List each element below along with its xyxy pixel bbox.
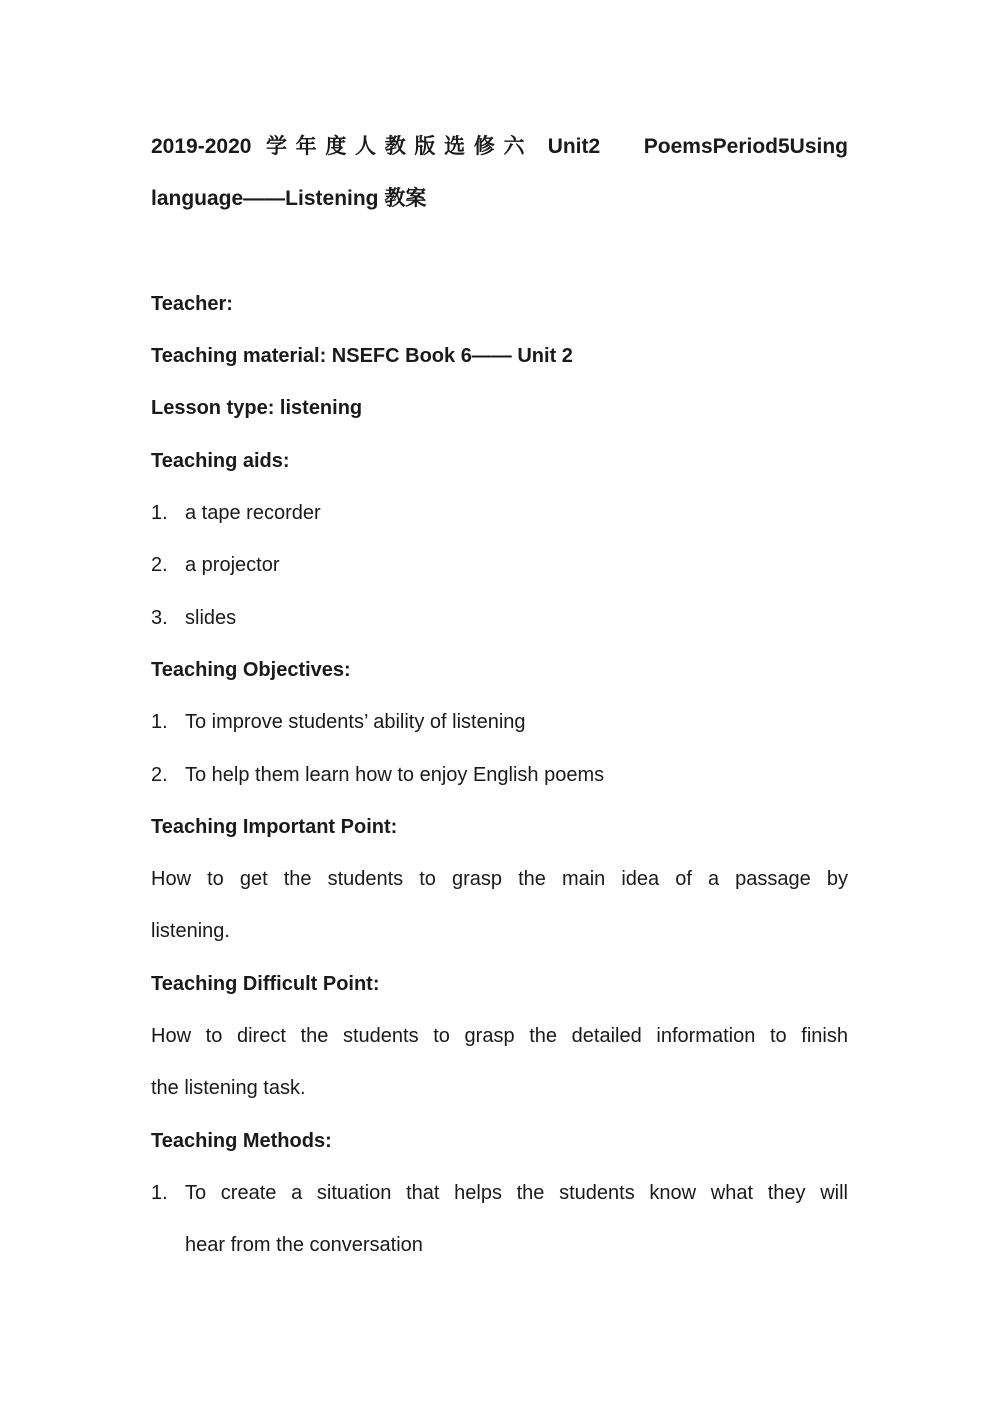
important-point-body-line-2: listening. [151,920,230,943]
list-number: 2. [151,763,168,786]
teaching-material-field: Teaching material: NSEFC Book 6—— Unit 2 [151,345,573,368]
list-number: 1. [151,711,168,734]
list-number: 1. [151,502,168,525]
teaching-objectives-heading: Teaching Objectives: [151,658,351,681]
difficult-point-body-line-1: How to direct the students to grasp the detailed information to finish [151,1025,848,1048]
document-title-line-1: 2019-2020 学年度人教版选修六 Unit2 PoemsPeriod5Using [151,135,848,158]
aids-list-item-1 [151,487,848,539]
teaching-difficult-point-heading: Teaching Difficult Point: [151,972,380,995]
aids-list-item-3 [151,592,848,644]
list-number: 2. [151,554,168,577]
document-content [151,121,848,1272]
teaching-methods-heading: Teaching Methods: [151,1129,332,1152]
blank-line [151,226,848,278]
difficult-point-body-line-2: the listening task. [151,1077,306,1100]
methods-list-item-1 [151,1167,848,1272]
list-number: 3. [151,606,168,629]
lesson-type-field: Lesson type: listening [151,397,363,420]
list-item-text: slides [185,606,237,629]
list-item-text-line-1: To create a situation that helps the students know what they will [185,1181,848,1204]
list-item-text-line-2: hear from the conversation [185,1234,423,1257]
objectives-list-item-1 [151,696,848,748]
list-item-text: a tape recorder [185,502,321,525]
objectives-list-item-2 [151,749,848,801]
list-item-text: To improve students’ ability of listening [185,711,526,734]
teacher-field: Teacher: [151,292,233,315]
list-item-text: To help them learn how to enjoy English poems [185,763,605,786]
teaching-important-point-heading: Teaching Important Point: [151,815,398,838]
important-point-body-line-1: How to get the students to grasp the main idea of a passage by [151,868,848,891]
document-title-line-2: language——Listening 教案 [151,187,427,211]
list-number: 1. [151,1181,168,1204]
aids-list-item-2 [151,539,848,591]
list-item-text: a projector [185,554,280,577]
teaching-aids-heading: Teaching aids: [151,449,290,472]
